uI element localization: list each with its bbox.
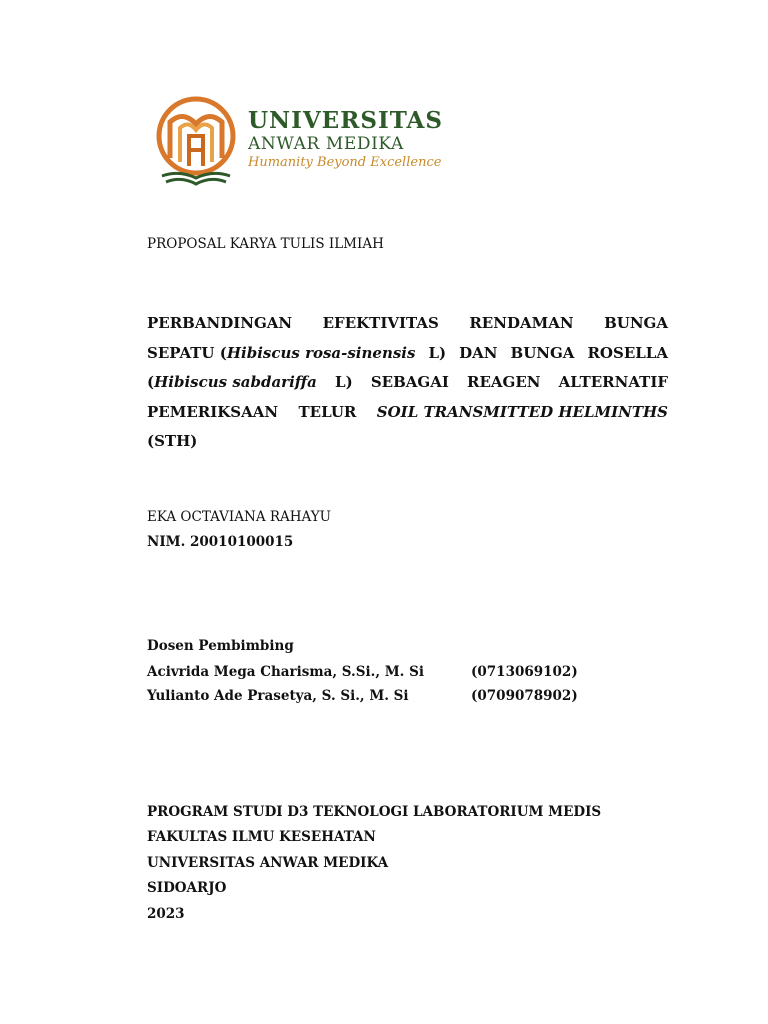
university-name: UNIVERSITAS ANWAR MEDIKA [147, 855, 389, 871]
title-line-4: PEMERIKSAAN TELUR SOIL TRANSMITTED HELMINTHS [147, 398, 668, 428]
species-rosa-sinensis: Hibiscus rosa-sinensis [226, 343, 416, 362]
faculty: FAKULTAS ILMU KESEHATAN [147, 829, 376, 845]
university-logo [156, 96, 444, 192]
supervisor-heading: Dosen Pembimbing [147, 638, 294, 654]
species-sabdariffa: Hibiscus sabdariffa [154, 373, 317, 391]
proposal-title [147, 309, 668, 457]
logo-tagline: Humanity Beyond Excellence [248, 155, 442, 170]
author-name: EKA OCTAVIANA RAHAYU [147, 509, 332, 525]
author-nim: NIM. 20010100015 [147, 534, 294, 550]
title-line-5: (STH) [147, 432, 198, 450]
supervisor-1-id: (0713069102) [471, 664, 578, 680]
supervisor-2-name: Yulianto Ade Prasetya, S. Si., M. Si [147, 688, 409, 704]
document-type: PROPOSAL KARYA TULIS ILMIAH [147, 236, 384, 252]
university-emblem-icon [156, 96, 236, 188]
title-line-1: PERBANDINGAN EFEKTIVITAS RENDAMAN BUNGA [147, 314, 668, 332]
logo-university-name: ANWAR MEDIKA [248, 134, 404, 154]
title-line-2: SEPATU (Hibiscus rosa-sinensis L) DAN BUNGA ROSELLA [147, 343, 668, 362]
supervisor-2-id: (0709078902) [471, 688, 578, 704]
year: 2023 [147, 906, 185, 922]
study-program: PROGRAM STUDI D3 TEKNOLOGI LABORATORIUM MEDIS [147, 804, 602, 820]
city: SIDOARJO [147, 880, 227, 896]
sth-italic: SOIL TRANSMITTED HELMINTHS [376, 402, 668, 421]
supervisor-1-name: Acivrida Mega Charisma, S.Si., M. Si [147, 664, 424, 680]
title-line-3: (Hibiscus sabdariffa L) SEBAGAI REAGEN ALTERNATIF [147, 373, 668, 391]
logo-university-word: UNIVERSITAS [248, 107, 444, 134]
